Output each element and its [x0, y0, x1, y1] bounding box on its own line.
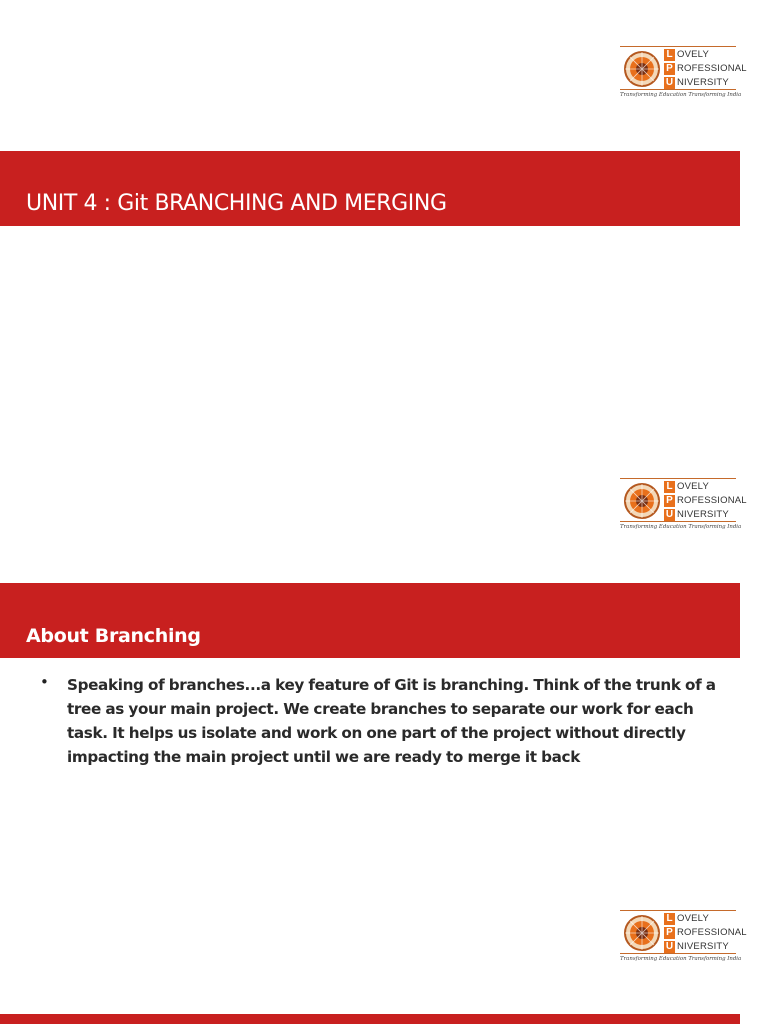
logo-initial: P — [664, 927, 675, 939]
logo-initial: U — [665, 941, 674, 952]
logo-rule — [620, 910, 736, 911]
title-band — [0, 583, 740, 658]
logo-initial: L — [664, 481, 675, 493]
logo-row — [664, 494, 747, 507]
logo-tagline: Transforming Education Transforming India — [620, 524, 742, 530]
bullet-text: Speaking of branches...a key feature of Git is branching. Think of the trunk of a tree as your main project. We create branches to separate our work for each task. It helps us isolate and work on one part of the project without directly impacting the main project until we are ready to merge it back — [67, 676, 716, 766]
bullet-item — [40, 673, 730, 769]
logo-wordmark — [664, 48, 747, 90]
logo-initial: U — [665, 509, 674, 520]
logo-initial: P — [664, 495, 675, 507]
logo-word: OVELY — [677, 913, 709, 924]
slide-next — [0, 864, 768, 1024]
emblem-icon — [622, 914, 662, 952]
logo-word: NIVERSITY — [677, 77, 729, 88]
university-logo — [620, 478, 747, 540]
slide-heading: About Branching — [26, 625, 201, 647]
logo-rule — [620, 521, 736, 522]
logo-wordmark — [664, 480, 747, 522]
logo-rule — [620, 89, 736, 90]
logo-initial: L — [664, 913, 675, 925]
logo-row — [664, 62, 747, 75]
university-logo — [620, 910, 747, 972]
logo-row — [664, 940, 747, 953]
bullet-icon: • — [40, 673, 49, 691]
logo-wordmark — [664, 912, 747, 954]
slide-heading: UNIT 4 : Git BRANCHING AND MERGING — [26, 191, 447, 216]
slide-about-branching — [0, 432, 768, 864]
logo-word: ROFESSIONAL — [677, 63, 747, 74]
logo-rule — [620, 953, 736, 954]
logo-word: ROFESSIONAL — [677, 495, 747, 506]
title-band — [0, 151, 740, 226]
logo-row — [664, 508, 747, 521]
logo-word: OVELY — [677, 481, 709, 492]
bullet-list — [40, 673, 730, 769]
title-band — [0, 1014, 740, 1024]
logo-rule — [620, 478, 736, 479]
logo-word: OVELY — [677, 49, 709, 60]
university-logo — [620, 46, 747, 108]
logo-row — [664, 480, 747, 493]
logo-initial: L — [664, 49, 675, 61]
logo-tagline: Transforming Education Transforming India — [620, 956, 742, 962]
logo-initial: P — [664, 63, 675, 75]
logo-word: ROFESSIONAL — [677, 927, 747, 938]
logo-word: NIVERSITY — [677, 941, 729, 952]
slide-title — [0, 0, 768, 432]
logo-word: NIVERSITY — [677, 509, 729, 520]
logo-initial: U — [665, 77, 674, 88]
logo-tagline: Transforming Education Transforming India — [620, 92, 742, 98]
emblem-icon — [622, 482, 662, 520]
logo-row — [664, 926, 747, 939]
logo-row — [664, 912, 747, 925]
emblem-icon — [622, 50, 662, 88]
logo-row — [664, 48, 747, 61]
logo-row — [664, 76, 747, 89]
logo-rule — [620, 46, 736, 47]
